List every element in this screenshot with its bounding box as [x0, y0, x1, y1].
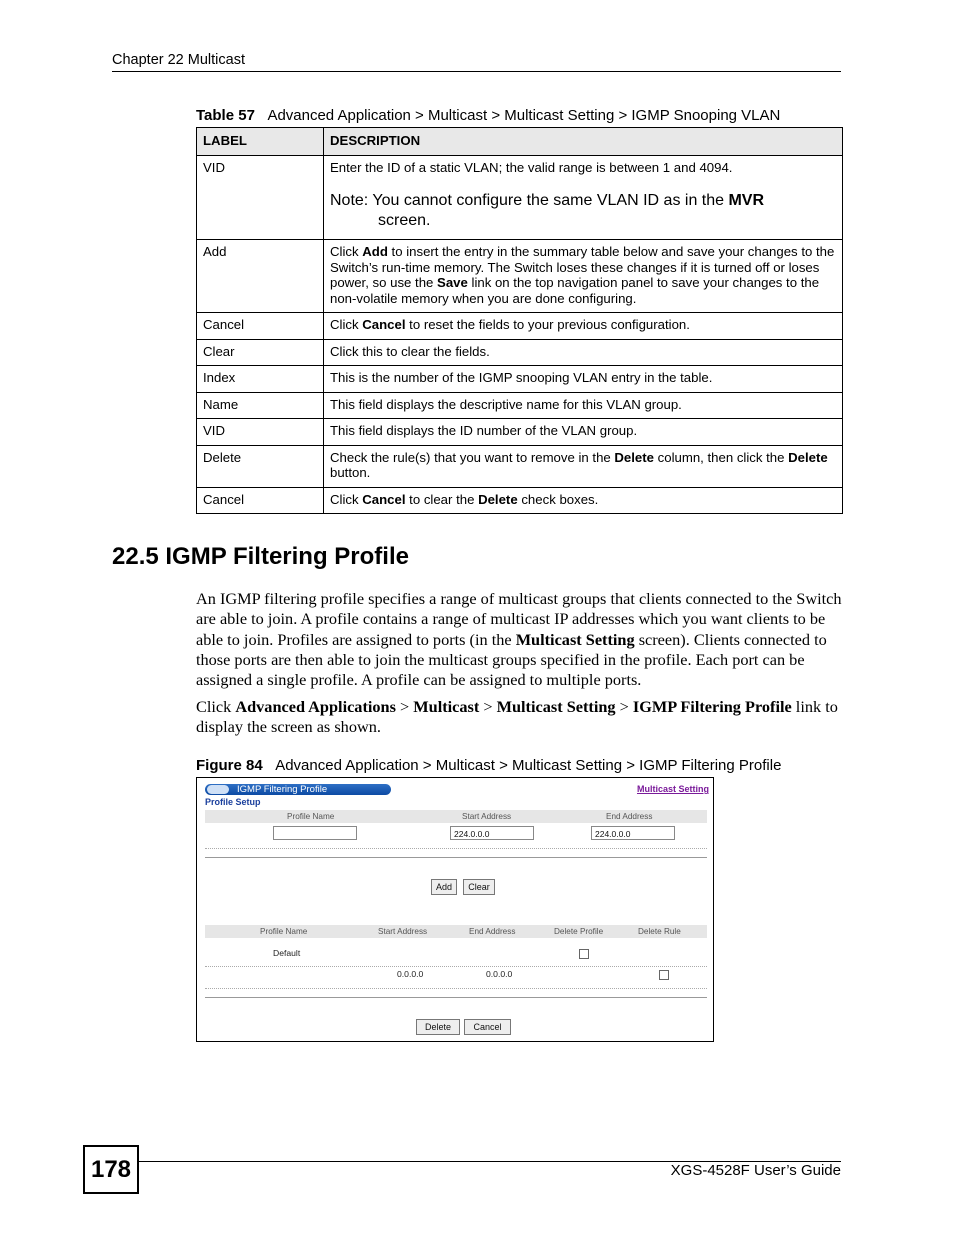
delete-profile-checkbox[interactable]	[579, 949, 589, 959]
profile-name-cell: Default	[273, 948, 301, 958]
header-rule	[112, 71, 841, 72]
delete-rule-checkbox[interactable]	[659, 970, 669, 980]
start-address-cell: 0.0.0.0	[397, 969, 424, 979]
row-divider	[205, 988, 707, 989]
row-label: Clear	[197, 339, 324, 366]
row-divider	[205, 966, 707, 967]
text: Click	[330, 244, 363, 259]
row-description: This field displays the descriptive name for this VLAN group.	[324, 392, 843, 419]
text: to clear the	[405, 491, 479, 507]
divider	[205, 857, 707, 858]
text: >	[615, 697, 633, 716]
end-address-cell: 0.0.0.0	[486, 969, 513, 979]
table-header-row	[197, 128, 843, 156]
bold-text: Multicast Setting	[496, 697, 616, 716]
table-caption-text: Advanced Application > Multicast > Multicast Setting > IGMP Snooping VLAN	[267, 107, 781, 124]
row-description	[324, 240, 843, 313]
clear-button[interactable]: Clear	[463, 879, 495, 895]
table-row	[197, 313, 843, 340]
note-text: Note: You cannot configure the same VLAN ID as in the	[330, 192, 729, 209]
text: to insert the entry in the summary table below and save your changes to the Switch’s run-time memory. The Switch loses these changes if it is turned off or loses power, so use the	[330, 244, 835, 290]
bold-text: Cancel	[362, 317, 406, 332]
figure-caption-number: Figure 84	[196, 757, 263, 774]
row-label: Add	[197, 240, 324, 313]
body-paragraph	[196, 589, 856, 690]
list-col-profile-name: Profile Name	[260, 927, 308, 936]
add-button[interactable]: Add	[431, 879, 457, 895]
row-description	[324, 487, 843, 514]
text: >	[479, 697, 497, 716]
list-col-delete-profile: Delete Profile	[554, 927, 604, 936]
note-text-end: screen.	[378, 212, 431, 229]
profile-setup-title: Profile Setup	[205, 797, 261, 807]
row-label: Delete	[197, 445, 324, 487]
bold-text: Multicast Setting	[515, 629, 635, 649]
row-label: VID	[197, 419, 324, 446]
col-start-address: Start Address	[462, 812, 512, 821]
guide-title: XGS-4528F User’s Guide	[670, 1162, 841, 1179]
table-row	[197, 487, 843, 514]
dotted-divider	[205, 848, 707, 849]
col-profile-name: Profile Name	[287, 812, 335, 821]
row-label: Index	[197, 366, 324, 393]
note	[330, 191, 837, 233]
text: >	[395, 697, 414, 716]
table-caption-number: Table 57	[196, 107, 255, 124]
text: screen). Clients connected to those ports are then able to join the multicast groups specified in the profile. Each port can be assigned a single profile. A profile can be assigned to multiple ports.	[196, 629, 827, 690]
row-description	[324, 155, 843, 240]
bold-text: Multicast	[413, 697, 480, 716]
table-row	[197, 392, 843, 419]
row-description	[324, 445, 843, 487]
table-row	[197, 240, 843, 313]
bold-text: IGMP Filtering Profile	[632, 697, 792, 716]
table-row	[197, 445, 843, 487]
text: Click	[330, 491, 363, 507]
figure-caption	[196, 757, 781, 774]
row-label: VID	[197, 155, 324, 240]
list-col-start-address: Start Address	[378, 927, 428, 936]
bold-text: Delete	[478, 491, 518, 507]
bold-text: Advanced Applications	[235, 697, 396, 716]
bold-text: Delete	[614, 449, 654, 465]
bold-text: Add	[362, 244, 388, 259]
list-col-end-address: End Address	[469, 927, 516, 936]
chapter-header: Chapter 22 Multicast	[112, 52, 245, 68]
row-description: This is the number of the IGMP snooping VLAN entry in the table.	[324, 366, 843, 393]
text: Click	[196, 697, 236, 716]
bold-text: Save	[437, 275, 468, 290]
bold-text: Cancel	[362, 491, 406, 507]
text: link to display the screen as shown.	[196, 697, 838, 737]
delete-button[interactable]: Delete	[416, 1019, 460, 1035]
profile-name-input[interactable]	[273, 826, 357, 840]
text: Click	[330, 317, 363, 332]
description-column-header: DESCRIPTION	[324, 128, 843, 156]
start-address-input[interactable]: 224.0.0.0	[450, 826, 534, 840]
instruction-paragraph	[196, 697, 856, 738]
description-table	[196, 127, 843, 514]
divider	[205, 997, 707, 998]
text: An IGMP filtering profile specifies a range of multicast groups that clients connected to the Switch are able to join. A profile contains a range of multicast IP addresses which you want clients to be able to join. Profiles are assigned to ports (in the	[196, 589, 842, 649]
text: check boxes.	[517, 491, 599, 507]
end-address-input[interactable]: 224.0.0.0	[591, 826, 675, 840]
figure-caption-text: Advanced Application > Multicast > Multicast Setting > IGMP Filtering Profile	[275, 757, 782, 774]
row-description	[324, 313, 843, 340]
text: button.	[330, 465, 371, 480]
table-row	[197, 366, 843, 393]
row-label: Cancel	[197, 487, 324, 514]
page-number: 178	[83, 1145, 139, 1194]
row-label: Name	[197, 392, 324, 419]
row-description-text: Enter the ID of a static VLAN; the valid range is between 1 and 4094.	[330, 159, 733, 175]
row-description: This field displays the ID number of the VLAN group.	[324, 419, 843, 446]
text: column, then click the	[654, 449, 789, 465]
table-row	[197, 155, 843, 240]
text: Check the rule(s) that you want to remove in the	[330, 449, 615, 465]
list-col-delete-rule: Delete Rule	[638, 927, 681, 936]
text: link on the top navigation panel to save your changes to the non-volatile memory when you are done configuring.	[330, 275, 820, 306]
title-bar-icon	[207, 785, 229, 794]
label-column-header: LABEL	[197, 128, 324, 156]
screen-title: IGMP Filtering Profile	[237, 784, 328, 795]
table-row	[197, 339, 843, 366]
col-end-address: End Address	[606, 812, 653, 821]
note-bold: MVR	[728, 192, 765, 209]
bold-text: Delete	[788, 449, 828, 465]
table-caption	[196, 107, 780, 124]
text: to reset the fields to your previous configuration.	[405, 317, 690, 332]
table-row	[197, 419, 843, 446]
cancel-button[interactable]: Cancel	[464, 1019, 511, 1035]
screen-title-bar	[205, 784, 391, 795]
section-heading: 22.5 IGMP Filtering Profile	[112, 543, 409, 570]
row-description: Click this to clear the fields.	[324, 339, 843, 366]
screenshot-figure	[196, 777, 714, 1042]
row-label: Cancel	[197, 313, 324, 340]
multicast-setting-link[interactable]: Multicast Setting	[636, 784, 709, 794]
